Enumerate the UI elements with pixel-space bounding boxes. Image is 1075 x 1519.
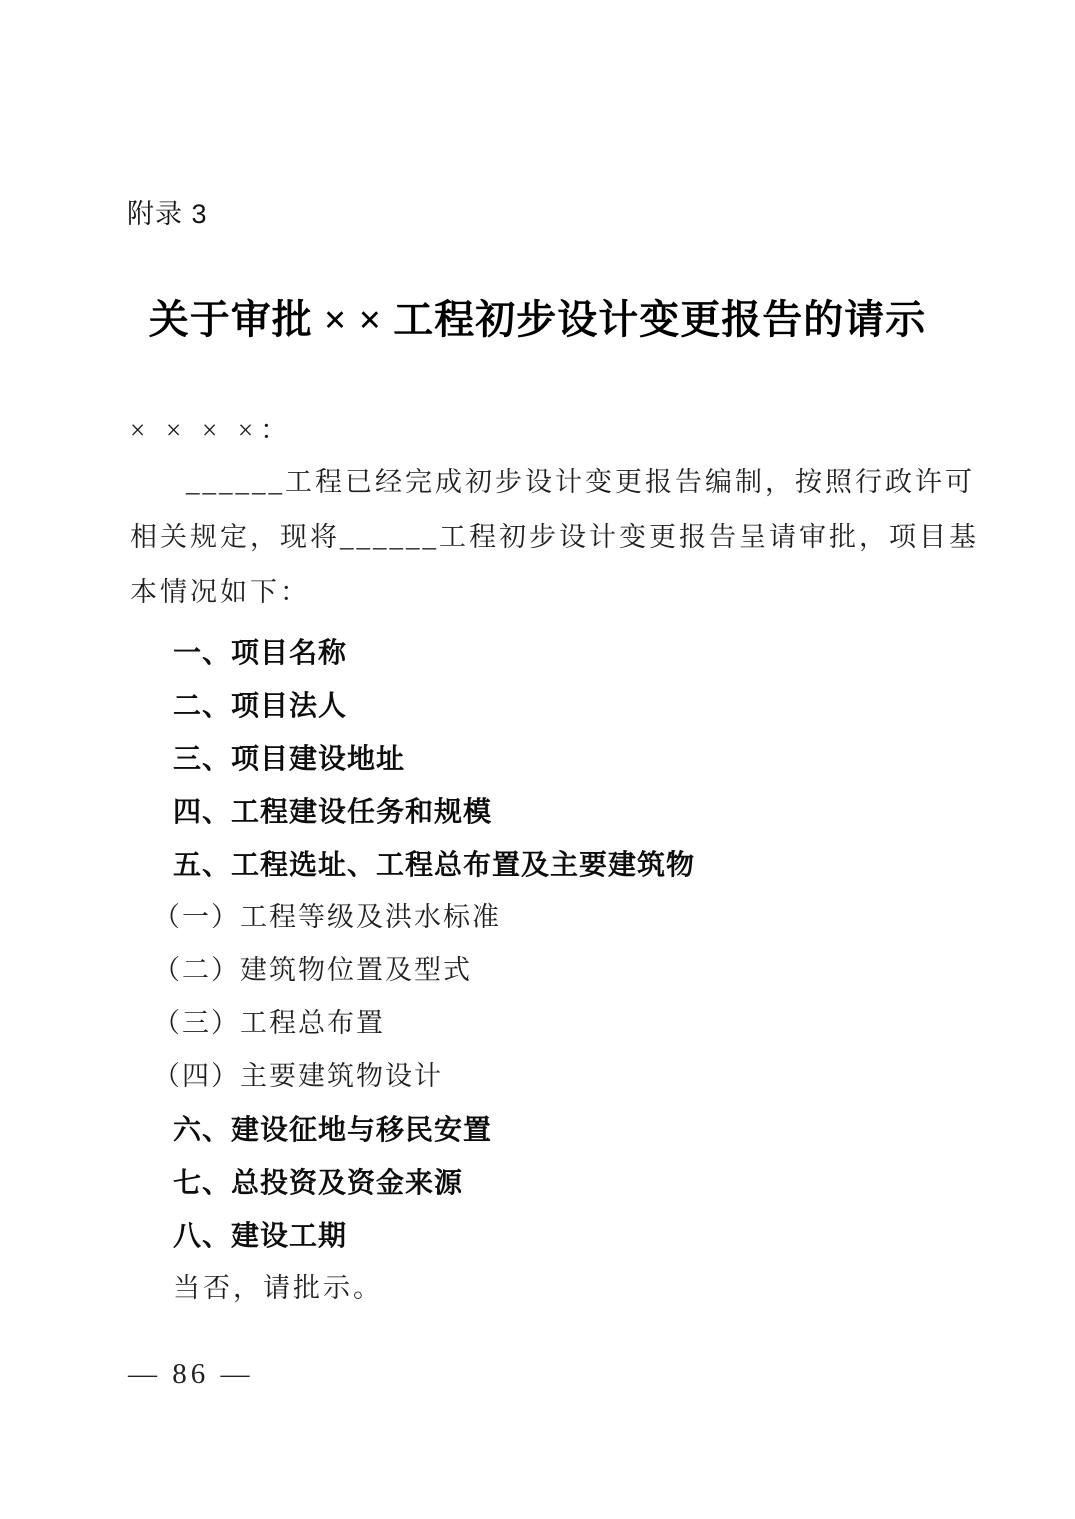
outline-list — [130, 626, 952, 1315]
salutation-line: × × × ×： — [130, 415, 295, 445]
page-number: — 86 — — [128, 1358, 254, 1390]
body-paragraph — [130, 455, 979, 620]
list-item-1: 一、项目名称 — [173, 637, 348, 668]
closing-line: 当否，请批示。 — [173, 1273, 383, 1303]
list-subitem-1: （一）工程等级及洪水标准 — [153, 902, 501, 932]
list-subitem-4: （四）主要建筑物设计 — [153, 1061, 443, 1091]
paragraph-line-3: 本情况如下： — [130, 577, 310, 607]
paragraph-line-1: ______工程已经完成初步设计变更报告编制，按照行政许可 — [186, 467, 975, 497]
page-title: 关于审批 × × 工程初步设计变更报告的请示 — [148, 297, 927, 342]
list-item-6: 六、建设征地与移民安置 — [173, 1114, 493, 1145]
list-item-8: 八、建设工期 — [173, 1220, 348, 1251]
list-item-2: 二、项目法人 — [173, 690, 348, 721]
list-item-4: 四、工程建设任务和规模 — [173, 796, 493, 827]
list-item-5: 五、工程选址、工程总布置及主要建筑物 — [173, 849, 696, 880]
list-subitem-2: （二）建筑物位置及型式 — [153, 955, 472, 985]
appendix-label: 附录 3 — [127, 199, 208, 229]
paragraph-line-2: 相关规定，现将______工程初步设计变更报告呈请审批，项目基 — [130, 522, 979, 552]
list-item-3: 三、项目建设地址 — [173, 743, 406, 774]
list-subitem-3: （三）工程总布置 — [153, 1008, 385, 1038]
list-item-7: 七、总投资及资金来源 — [173, 1167, 464, 1198]
